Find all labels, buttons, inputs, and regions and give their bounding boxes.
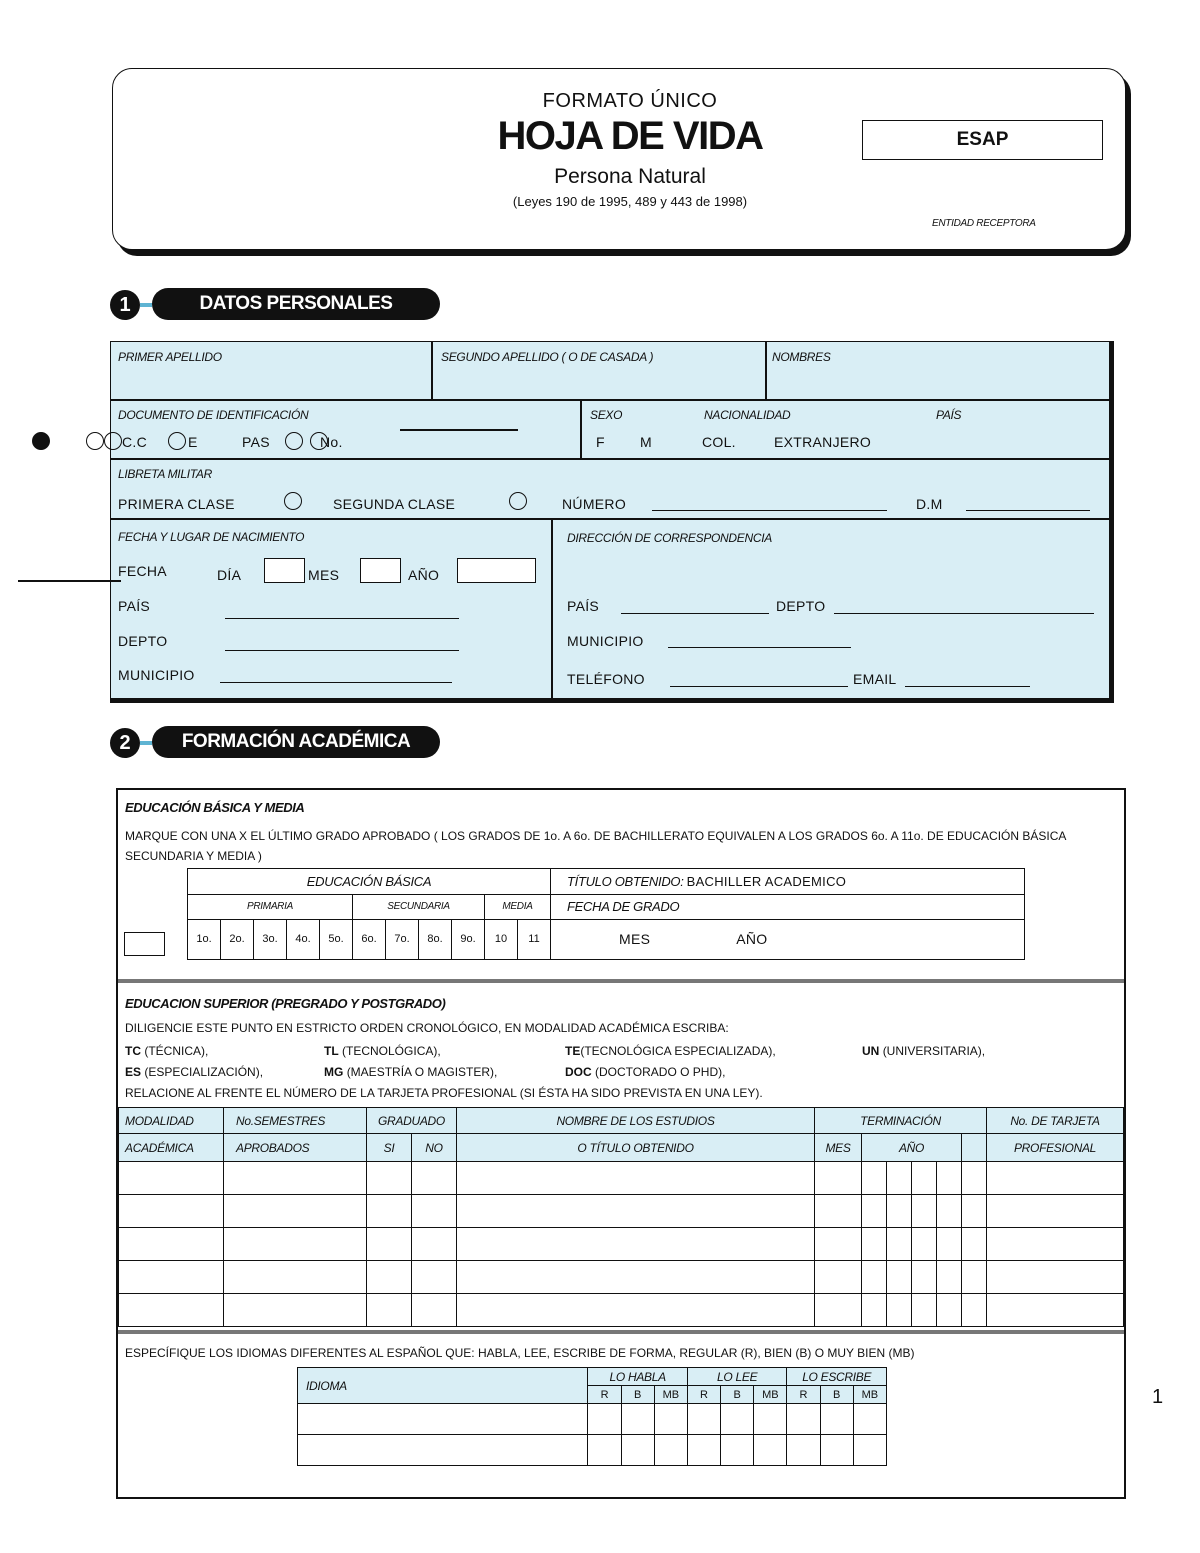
superior-table	[118, 1107, 1124, 1327]
primaria-header: PRIMARIA	[188, 895, 353, 919]
fecha-grado-mes: MES	[619, 931, 651, 948]
no-grade-box[interactable]	[124, 932, 165, 956]
doc-cc-label: C.C	[122, 434, 148, 450]
pais-nacionalidad-label: PAÍS	[936, 408, 962, 422]
superior-title: EDUCACION SUPERIOR (PREGRADO Y POSTGRADO)	[125, 996, 446, 1011]
mes-box[interactable]	[360, 558, 401, 583]
lo-habla-header: LO HABLA	[588, 1368, 687, 1386]
fecha-lugar-label: FECHA Y LUGAR DE NACIMIENTO	[118, 530, 305, 544]
fecha-grado-anio: AÑO	[736, 931, 768, 948]
primera-clase-radio[interactable]	[284, 492, 302, 510]
nacionalidad-label: NACIONALIDAD	[704, 408, 791, 422]
page-number: 1	[1152, 1386, 1164, 1408]
mod-es-desc: (ESPECIALIZACIÓN),	[144, 1065, 264, 1079]
mod-doc-desc: (DOCTORADO O PHD),	[595, 1065, 726, 1079]
col-si: SI	[367, 1134, 412, 1162]
stray-line	[18, 580, 121, 582]
col-graduado: GRADUADO	[367, 1108, 457, 1134]
doc-pas-label: PAS	[242, 434, 270, 450]
table-row	[298, 1404, 887, 1435]
doc-cc-radio[interactable]	[104, 432, 122, 450]
lee-r: R	[687, 1386, 720, 1404]
grade-cell[interactable]: 9o.	[452, 919, 485, 959]
table-row	[119, 1162, 1124, 1195]
habla-r: R	[588, 1386, 621, 1404]
grade-cell[interactable]: 6o.	[353, 919, 386, 959]
municipio-dir-label: MUNICIPIO	[567, 633, 644, 649]
anio-box[interactable]	[457, 558, 536, 583]
depto-nac-line[interactable]	[225, 650, 459, 651]
col-semestres: No.SEMESTRES	[224, 1108, 367, 1134]
grade-cell[interactable]: 10	[485, 919, 518, 959]
municipio-nac-label: MUNICIPIO	[118, 667, 195, 683]
entity-caption: ENTIDAD RECEPTORA	[932, 218, 1036, 229]
col-modalidad: MODALIDAD	[119, 1108, 224, 1134]
section-1-header	[110, 288, 440, 322]
doc-ce-radio[interactable]	[168, 432, 186, 450]
entity-box: ESAP	[862, 120, 1103, 160]
escribe-b: B	[820, 1386, 853, 1404]
mod-es-code: ES	[125, 1065, 142, 1079]
page-title: HOJA DE VIDA	[497, 114, 763, 158]
superior-instructions: DILIGENCIE ESTE PUNTO EN ESTRICTO ORDEN CRONOLÓGICO, EN MODALIDAD ACADÉMICA ESCRIBA:	[125, 1021, 729, 1035]
grade-cell[interactable]: 3o.	[254, 919, 287, 959]
col-no: NO	[412, 1134, 457, 1162]
pais-dir-line[interactable]	[621, 613, 769, 614]
basica-grid	[187, 868, 1025, 960]
educacion-basica-header: EDUCACIÓN BÁSICA	[188, 869, 551, 895]
grade-cell[interactable]: 4o.	[287, 919, 320, 959]
basica-instructions: MARQUE CON UNA X EL ÚLTIMO GRADO APROBADO ( LOS GRADOS DE 1o. A 6o. DE BACHILLERATO EQUIVALEN A LOS GRADOS 6o. A 11o. DE EDUCACIÓN BÁSICA SECUNDARIA Y MEDIA )	[125, 829, 1066, 863]
section-2-number: 2	[110, 728, 140, 758]
stray-radio	[86, 432, 104, 450]
sexo-label: SEXO	[590, 408, 623, 422]
mod-te-desc: (TECNOLÓGICA ESPECIALIZADA),	[580, 1044, 776, 1058]
col-semestres-2: APROBADOS	[224, 1134, 367, 1162]
depto-dir-label: DEPTO	[776, 598, 826, 614]
grade-cell[interactable]: 1o.	[188, 919, 221, 959]
doc-pas-radio[interactable]	[285, 432, 303, 450]
dia-label: DÍA	[217, 567, 242, 583]
fecha-grado-cell[interactable]	[551, 919, 1025, 959]
titulo-cell[interactable]	[551, 869, 1025, 895]
mod-tc-desc: (TÉCNICA),	[144, 1044, 209, 1058]
segunda-clase-label: SEGUNDA CLASE	[333, 496, 456, 512]
libreta-label: LIBRETA MILITAR	[118, 467, 212, 481]
col-tarjeta: No. DE TARJETA	[987, 1108, 1124, 1134]
lo-escribe-header: LO ESCRIBE	[787, 1368, 887, 1386]
municipio-nac-line[interactable]	[220, 682, 452, 683]
grade-cell[interactable]: 5o.	[320, 919, 353, 959]
mod-mg-code: MG	[324, 1065, 344, 1079]
page-subtitle: Persona Natural	[554, 165, 706, 188]
mod-doc-code: DOC	[565, 1065, 592, 1079]
mod-tl-code: TL	[324, 1044, 339, 1058]
sexo-m-option[interactable]: M	[640, 434, 652, 450]
habla-mb: MB	[654, 1386, 687, 1404]
habla-b: B	[621, 1386, 654, 1404]
pais-dir-label: PAÍS	[567, 598, 600, 614]
municipio-dir-line[interactable]	[668, 647, 851, 648]
email-label: EMAIL	[853, 671, 897, 687]
pais-nac-line[interactable]	[225, 618, 459, 619]
idiomas-instructions: ESPECÍFIQUE LOS IDIOMAS DIFERENTES AL ESPAÑOL QUE: HABLA, LEE, ESCRIBE DE FORMA, REGULAR (R), BIEN (B) O MUY BIEN (MB)	[125, 1346, 915, 1360]
dm-label: D.M	[916, 496, 943, 512]
section-2-title: FORMACIÓN ACADÉMICA	[152, 726, 440, 758]
section-1-title: DATOS PERSONALES	[152, 288, 440, 320]
col-tarjeta-2: PROFESIONAL	[987, 1134, 1124, 1162]
fecha-grado-label: FECHA DE GRADO	[551, 895, 1025, 919]
numero-label: NÚMERO	[562, 496, 627, 512]
primera-clase-label: PRIMERA CLASE	[118, 496, 235, 512]
idiomas-table	[297, 1367, 887, 1466]
mod-tc-code: TC	[125, 1044, 141, 1058]
col-anio: AÑO	[862, 1134, 962, 1162]
mod-tl-desc: (TECNOLÓGICA),	[342, 1044, 441, 1058]
idioma-header: IDIOMA	[298, 1368, 588, 1404]
col-mes: MES	[815, 1134, 862, 1162]
mod-un-desc: (UNIVERSITARIA),	[882, 1044, 986, 1058]
direccion-label: DIRECCIÓN DE CORRESPONDENCIA	[567, 531, 772, 545]
col-terminacion: TERMINACIÓN	[815, 1108, 987, 1134]
titulo-value: BACHILLER ACADEMICO	[686, 874, 847, 890]
mod-mg-desc: (MAESTRÍA O MAGISTER),	[346, 1065, 498, 1079]
table-row	[119, 1195, 1124, 1228]
grade-cell[interactable]: 7o.	[386, 919, 419, 959]
lo-lee-header: LO LEE	[687, 1368, 786, 1386]
nombres-label: NOMBRES	[772, 350, 831, 364]
anio-label: AÑO	[408, 567, 440, 583]
table-row	[119, 1261, 1124, 1294]
col-option[interactable]: COL.	[702, 434, 736, 450]
col-estudios-2: O TÍTULO OBTENIDO	[457, 1134, 815, 1162]
media-header: MEDIA	[485, 895, 551, 919]
segundo-apellido-label: SEGUNDO APELLIDO ( O DE CASADA )	[441, 350, 654, 364]
documento-label: DOCUMENTO DE IDENTIFICACIÓN	[118, 408, 309, 422]
table-row	[119, 1294, 1124, 1327]
extranjero-option[interactable]: EXTRANJERO	[774, 434, 872, 450]
telefono-label: TELÉFONO	[567, 671, 645, 687]
col-modalidad-2: ACADÉMICA	[119, 1134, 224, 1162]
grade-cell[interactable]: 2o.	[221, 919, 254, 959]
mod-te-code: TE	[565, 1044, 581, 1058]
segunda-clase-radio[interactable]	[509, 492, 527, 510]
primer-apellido-label: PRIMER APELLIDO	[118, 350, 222, 364]
mes-label: MES	[308, 567, 340, 583]
table-row	[298, 1435, 887, 1466]
laws-note: (Leyes 190 de 1995, 489 y 443 de 1998)	[512, 194, 748, 209]
doc-ce-label: E	[188, 434, 198, 450]
email-line[interactable]	[905, 686, 1030, 687]
form-type: FORMATO ÚNICO	[542, 90, 718, 112]
section-1-number: 1	[110, 290, 140, 320]
telefono-line[interactable]	[670, 686, 848, 687]
sexo-f-option[interactable]: F	[596, 434, 605, 450]
lee-mb: MB	[754, 1386, 787, 1404]
escribe-r: R	[787, 1386, 820, 1404]
numero-line[interactable]	[652, 510, 887, 511]
stray-filled-radio	[32, 432, 50, 450]
dm-line[interactable]	[966, 510, 1090, 511]
grade-cell[interactable]: 8o.	[419, 919, 452, 959]
fecha-label: FECHA	[118, 563, 167, 579]
grade-cell[interactable]: 11	[518, 919, 551, 959]
lee-b: B	[721, 1386, 754, 1404]
basica-title: EDUCACIÓN BÁSICA Y MEDIA	[125, 800, 305, 815]
depto-dir-line[interactable]	[834, 613, 1094, 614]
mod-un-code: UN	[862, 1044, 880, 1058]
table-row	[119, 1228, 1124, 1261]
documento-number-line[interactable]	[400, 429, 518, 431]
titulo-label: TÍTULO OBTENIDO:	[567, 874, 684, 890]
col-estudios: NOMBRE DE LOS ESTUDIOS	[457, 1108, 815, 1134]
relacione-note: RELACIONE AL FRENTE EL NÚMERO DE LA TARJETA PROFESIONAL (SI ÉSTA HA SIDO PREVISTA EN UNA LEY).	[125, 1086, 763, 1100]
doc-no-label: No.	[320, 434, 343, 450]
pais-nac-label: PAÍS	[118, 598, 151, 614]
section-2-header	[110, 726, 440, 760]
dia-box[interactable]	[264, 558, 305, 583]
escribe-mb: MB	[853, 1386, 886, 1404]
depto-nac-label: DEPTO	[118, 633, 168, 649]
secundaria-header: SECUNDARIA	[353, 895, 485, 919]
